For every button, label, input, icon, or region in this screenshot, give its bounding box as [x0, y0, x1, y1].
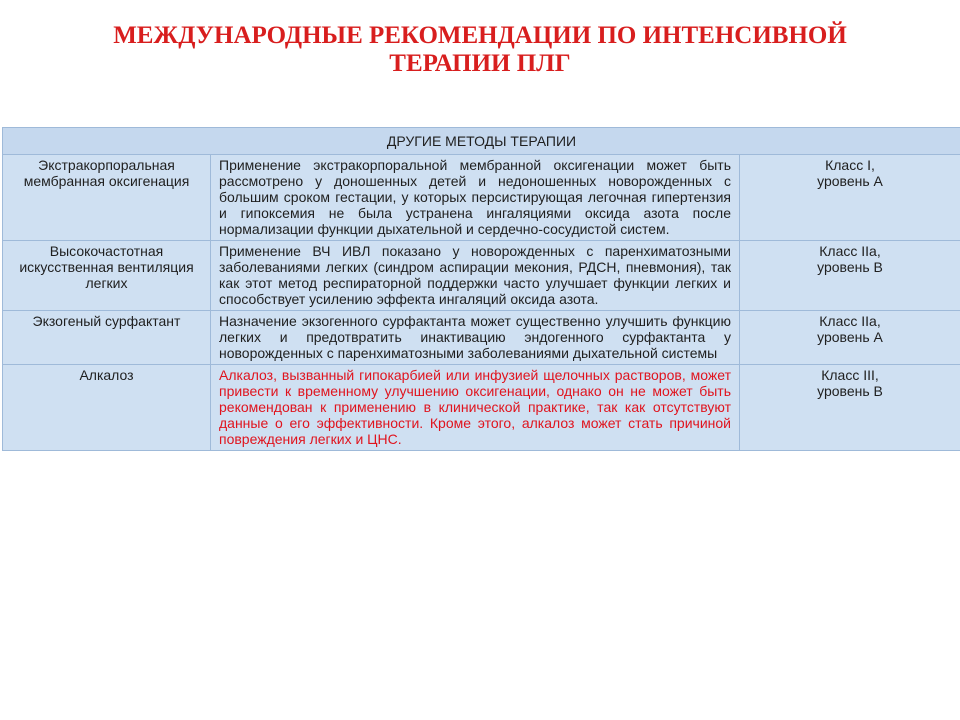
class-label: Класс I,	[825, 157, 875, 173]
evidence-cell	[740, 241, 960, 311]
table-header: ДРУГИЕ МЕТОДЫ ТЕРАПИИ	[3, 128, 960, 155]
slide-title-line-2: ТЕРАПИИ ПЛГ	[389, 50, 571, 77]
level-label: уровень А	[817, 329, 883, 345]
description-cell: Назначение экзогенного сурфактанта может существенно улучшить функцию легких и предотвратить инактивацию эндогенного сурфактанта у новорожденных с паренхиматозными заболеваниями дыхательной системы	[211, 311, 740, 365]
method-cell: Алкалоз	[3, 365, 211, 451]
description-cell: Применение экстракорпоральной мембранной оксигенации может быть рассмотрено у доношенных детей и недоношенных новорожденных с большим сроком гестации, у которых персистирующая легочная гипертензия и гипоксемия не была устранена ингаляциями оксида азота после нормализации функции дыхательной и сердечно-сосудистой систем.	[211, 155, 740, 241]
level-label: уровень В	[817, 383, 883, 399]
method-cell: Высокочастотная искусственная вентиляция легких	[3, 241, 211, 311]
class-label: Класс III,	[821, 367, 879, 383]
level-label: уровень В	[817, 259, 883, 275]
method-cell: Экзогеный сурфактант	[3, 311, 211, 365]
class-label: Класс IIa,	[819, 313, 881, 329]
level-label: уровень А	[817, 173, 883, 189]
slide-title-line-1: МЕЖДУНАРОДНЫЕ РЕКОМЕНДАЦИИ ПО ИНТЕНСИВНОЙ	[113, 22, 847, 49]
table-row	[3, 241, 960, 311]
table-header-row	[3, 128, 960, 155]
table-row	[3, 365, 960, 451]
recommendations-table	[2, 127, 960, 451]
description-cell: Алкалоз, вызванный гипокарбией или инфузией щелочных растворов, может привести к временному улучшению оксигенации, однако он не может быть рекомендован к применению в клинической практике, так как отсутствуют данные о его эффективности. Кроме этого, алкалоз может стать причиной повреждения легких и ЦНС.	[211, 365, 740, 451]
table-row	[3, 311, 960, 365]
evidence-cell	[740, 155, 960, 241]
evidence-cell	[740, 311, 960, 365]
class-label: Класс IIa,	[819, 243, 881, 259]
table-row	[3, 155, 960, 241]
description-cell: Применение ВЧ ИВЛ показано у новорожденных с паренхиматозными заболеваниями легких (синдром аспирации мекония, РДСН, пневмония), так как этот метод респираторной поддержки часто улучшает функции легких и способствует усилению эффекта ингаляций оксида азота.	[211, 241, 740, 311]
method-cell: Экстракорпоральная мембранная оксигенация	[3, 155, 211, 241]
slide-title	[20, 22, 940, 78]
evidence-cell	[740, 365, 960, 451]
